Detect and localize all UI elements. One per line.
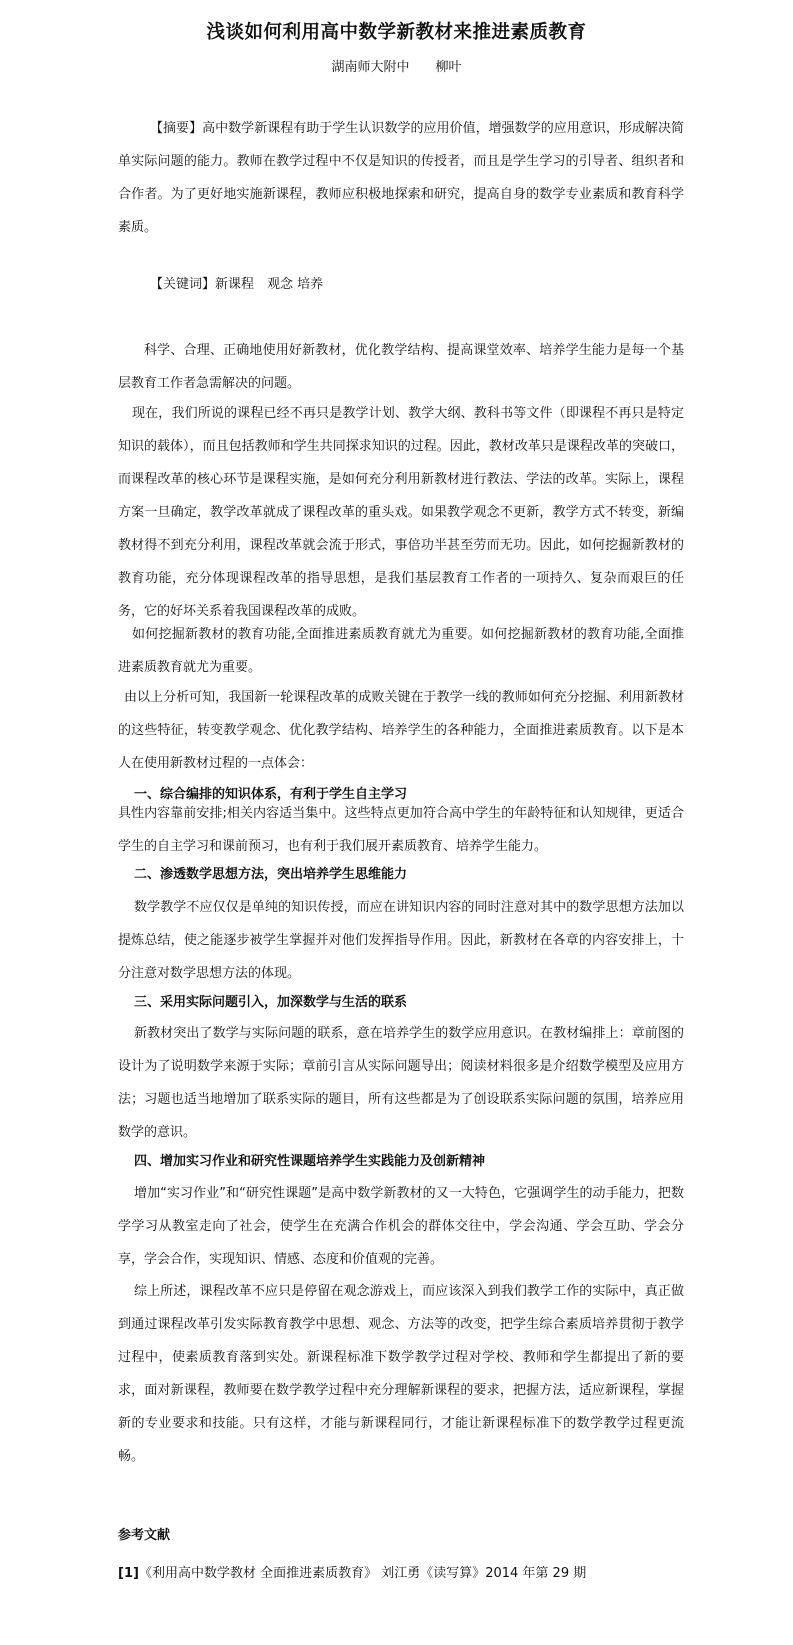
section-heading-1: 一、综合编排的知识体系，有利于学生自主学习 xyxy=(134,787,408,802)
document-title: 浅谈如何利用高中数学新教材来推进素质教育 xyxy=(206,22,587,43)
author-school: 湖南师大附中 xyxy=(331,60,410,75)
body-paragraph-2: 现在，我们所说的课程已经不再只是教学计划、教学大纲、教科书等文件（即课程不再只是特定知识的载体），而且包括教师和学生共同探求知识的过程。因此，教材改革只是课程改革的突破口，而课程改革的核心环节是课程实施，是如何充分利用新教材进行教法、学法的改革。实际上，课程方案一旦确定，教学改革就成了课程改革的重头戏。如果教学观念不更新，教学方式不转变，新编教材得不到充分利用，课程改革就会流于形式，事倍功半甚至劳而无功。因此，如何挖掘新教材的教育功能，充分体现课程改革的指导思想，是我们基层教育工作者的一项持久、复杂而艰巨的任务，它的好坏关系着我国课程改革的成败。 xyxy=(118,406,684,619)
conclusion-paragraph: 综上所述，课程改革不应只是停留在观念游戏上，而应该深入到我们教学工作的实际中，真正做到通过课程改革引发实际教育教学中思想、观念、方法等的改变，把学生综合素质培养贯彻于教学过程中，使素质教育落到实处。新课程标准下数学教学过程对学校、教师和学生都提出了新的要求，面对新课程，教师要在数学教学过程中充分理解新课程的要求，把握方法，适应新课程，掌握新的专业要求和技能。只有这样，才能与新课程同行，才能让新课程标准下的数学教学过程更流畅。 xyxy=(118,1284,684,1464)
section-body-4: 增加“实习作业”和“研究性课题”是高中数学新教材的又一大特色，它强调学生的动手能力，把数学学习从教室走向了社会，使学生在充满合作机会的群体交往中，学会沟通、学会互助、学会分享，学会合作，实现知识、情感、态度和价值观的完善。 xyxy=(118,1186,684,1267)
author-name: 柳叶 xyxy=(435,60,462,75)
keywords-text: 新课程 观念 培养 xyxy=(215,277,324,292)
section-heading-2: 二、渗透数学思想方法，突出培养学生思维能力 xyxy=(134,867,408,882)
reference-number: [1] xyxy=(118,1566,139,1581)
body-paragraph-1: 科学、合理、正确地使用好新教材，优化教学结构、提高课堂效率、培养学生能力是每一个基层教育工作者急需解决的问题。 xyxy=(118,343,684,391)
abstract-paragraph xyxy=(118,112,684,244)
section-heading-4: 四、增加实习作业和研究性课题培养学生实践能力及创新精神 xyxy=(134,1154,486,1169)
reference-text: 《利用高中数学教材 全面推进素质教育》 刘江勇《读写算》2014 年第 29 期 xyxy=(138,1566,587,1581)
section-body-1: 具性内容靠前安排;相关内容适当集中。这些特点更加符合高中学生的年龄特征和认知规律，更适合学生的自主学习和课前预习，也有利于我们展开素质教育、培养学生能力。 xyxy=(118,806,684,854)
section-body-2: 数学教学不应仅仅是单纯的知识传授，而应在讲知识内容的同时注意对其中的数学思想方法加以提炼总结，使之能逐步被学生掌握并对他们发挥指导作用。因此，新教材在各章的内容安排上，十分注意对数学思想方法的体现。 xyxy=(118,900,684,981)
author-line xyxy=(0,56,793,75)
section-heading-3: 三、采用实际问题引入，加深数学与生活的联系 xyxy=(134,995,408,1010)
references-title: 参考文献 xyxy=(118,1528,171,1543)
keywords-paragraph xyxy=(118,268,684,301)
reference-item xyxy=(118,1562,718,1581)
section-body-3: 新教材突出了数学与实际问题的联系，意在培养学生的数学应用意识。在教材编排上：章前图的设计为了说明数学来源于实际；章前引言从实际问题导出；阅读材料很多是介绍数学模型及应用方法；习题也适当地增加了联系实际的题目，所有这些都是为了创设联系实际问题的氛围，培养应用数学的意识。 xyxy=(118,1026,684,1140)
keywords-label: 【关键词】 xyxy=(150,277,216,292)
body-paragraph-3: 如何挖掘新教材的教育功能,全面推进素质教育就尤为重要。如何挖掘新教材的教育功能,全面推进素质教育就尤为重要。 xyxy=(118,627,684,675)
abstract-label: 【摘要】 xyxy=(150,121,203,136)
body-paragraph-4: 由以上分析可知，我国新一轮课程改革的成败关键在于教学一线的教师如何充分挖掘、利用新教材的这些特征，转变教学观念、优化教学结构、培养学生的各种能力，全面推进素质教育。以下是本人在使用新教材过程的一点体会： xyxy=(118,690,684,771)
abstract-text: 高中数学新课程有助于学生认识数学的应用价值，增强数学的应用意识，形成解决简单实际问题的能力。教师在教学过程中不仅是知识的传授者，而且是学生学习的引导者、组织者和合作者。为了更好地实施新课程，教师应积极地探索和研究，提高自身的数学专业素质和教育科学素质。 xyxy=(118,121,684,235)
